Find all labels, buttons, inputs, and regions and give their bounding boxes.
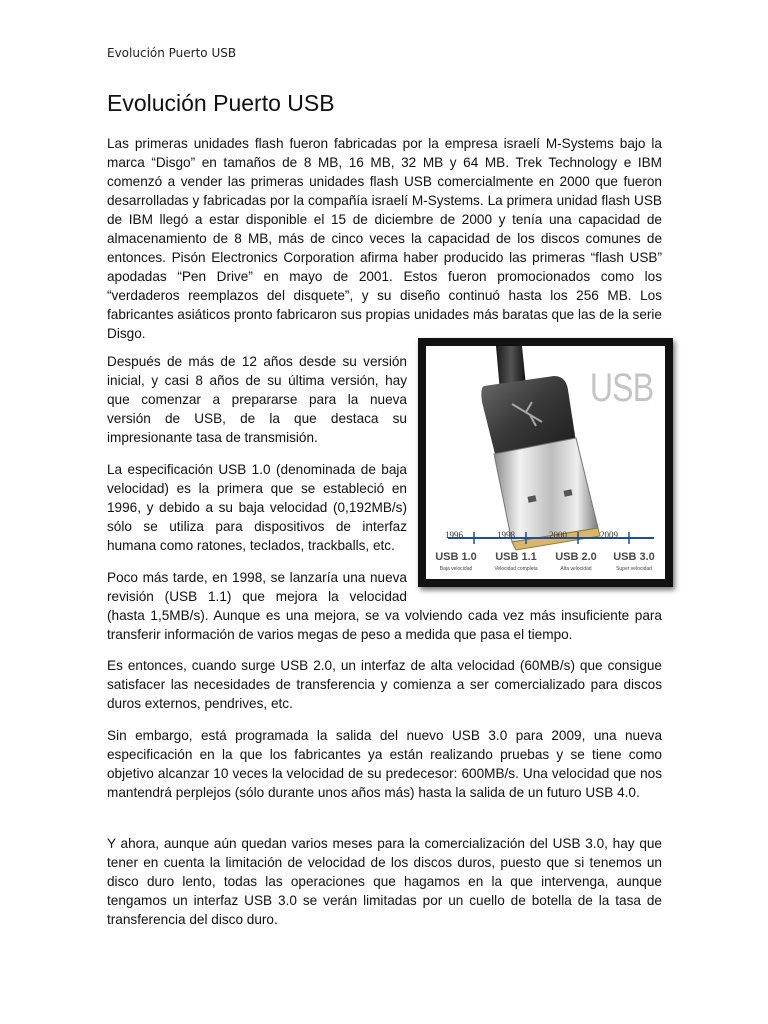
timeline-version-3: USB 2.0: [555, 551, 597, 563]
paragraph-bottleneck: Y ahora, aunque aún quedan varios meses para la comercialización del USB 3.0, hay que tener en cuenta la limitación de velocidad de los discos duros, puesto que si tenemos un disco duro lento, todas las operaciones que hagamos en la que intervenga, aunque tengamos un interfaz USB 3.0 se verán limitadas por un cuello de botella de la tasa de transferencia del disco duro.: [107, 836, 662, 927]
paragraph-intro: Después de más de 12 años desde su versión inicial, y casi 8 años de su última versión, hay que comenzar a prepararse para la nueva versión de USB, de la que destaca su impresionante tasa de transmisión.: [107, 354, 407, 445]
paragraph-usb-1-1-line-2: revisión (USB 1.1) que mejora la velocidad: [107, 589, 407, 604]
paragraph-usb-2-0: Es entonces, cuando surge USB 2.0, un interfaz de alta velocidad (60MB/s) que consigue satisfacer las necesidades de transferencia y comienza a ser comercializado para discos duros externos, pendrives, etc.: [107, 658, 662, 711]
timeline-speed-1: Baja velocidad: [439, 566, 473, 572]
timeline-year-1: 1996: [445, 530, 463, 540]
timeline-version-1: USB 1.0: [435, 551, 477, 563]
paragraph-usb-3-0: Sin embargo, está programada la salida del nuevo USB 3.0 para 2009, una nueva especificación en la que los fabricantes ya están realizando pruebas y se tiene como objetivo alcanzar 10 veces la velocidad de su predecesor: 600MB/s. Una velocidad que nos mantendrá perplejos (sólo durante unos años más) hasta la salida de un futuro USB 4.0.: [107, 728, 662, 800]
running-header: Evolución Puerto USB: [107, 46, 237, 60]
timeline-speed-3: Alta velocidad: [560, 566, 592, 572]
timeline-version-4: USB 3.0: [613, 551, 655, 563]
timeline-year-2: 1998: [497, 530, 515, 540]
usb-metal-shell: [494, 438, 598, 542]
paragraph-usb-1-1-rest: (hasta 1,5MB/s). Aunque es una mejora, se va volviendo cada vez más insuficiente para transferir información de varios megas de peso a medida que pasa el tiempo.: [107, 608, 662, 642]
paragraph-usb-1-1-line-1: Poco más tarde, en 1998, se lanzaría una nueva: [107, 570, 407, 585]
paragraph-usb-1-0: La especificación USB 1.0 (denominada de baja velocidad) es la primera que se estableció en 1996, y debido a su baja velocidad (0,192MB/s) sólo se utiliza para dispositivos de interfaz humana como ratones, teclados, trackballs, etc.: [107, 462, 407, 553]
usb-figure-image: [426, 346, 665, 579]
paragraph-history: Las primeras unidades flash fueron fabricadas por la empresa israelí M-Systems bajo la marca “Disgo” en tamaños de 8 MB, 16 MB, 32 MB y 64 MB. Trek Technology e IBM comenzó a vender las primeras unidades flash USB comercialmente en 2000 que fueron desarrolladas y fabricadas por la compañía israelí M-Systems. La primera unidad flash USB de IBM llegó a estar disponible el 15 de diciembre de 2000 y tenía una capacidad de almacenamiento de 8 MB, más de cinco veces la capacidad de los discos comunes de entonces. Pisón Electronics Corporation afirma haber producido las primeras “flash USB” apodadas “Pen Drive” en mayo de 2001. Estos fueron promocionados como los “verdaderos reemplazos del disquete”, y su diseño continuó hasta los 256 MB. Los fabricantes asiáticos pronto fabricaron sus propias unidades más baratas que las de la serie Disgo.: [107, 136, 662, 341]
timeline-version-2: USB 1.1: [495, 551, 537, 563]
usb-figure: [418, 338, 673, 587]
timeline-year-3: 2000: [549, 530, 567, 540]
document-title: Evolución Puerto USB: [107, 90, 335, 116]
timeline-year-4: 2009: [600, 530, 618, 540]
usb-logo: USB: [589, 366, 653, 410]
timeline-speed-2: Velocidad completa: [494, 566, 538, 572]
timeline-speed-4: Super velocidad: [616, 566, 652, 572]
